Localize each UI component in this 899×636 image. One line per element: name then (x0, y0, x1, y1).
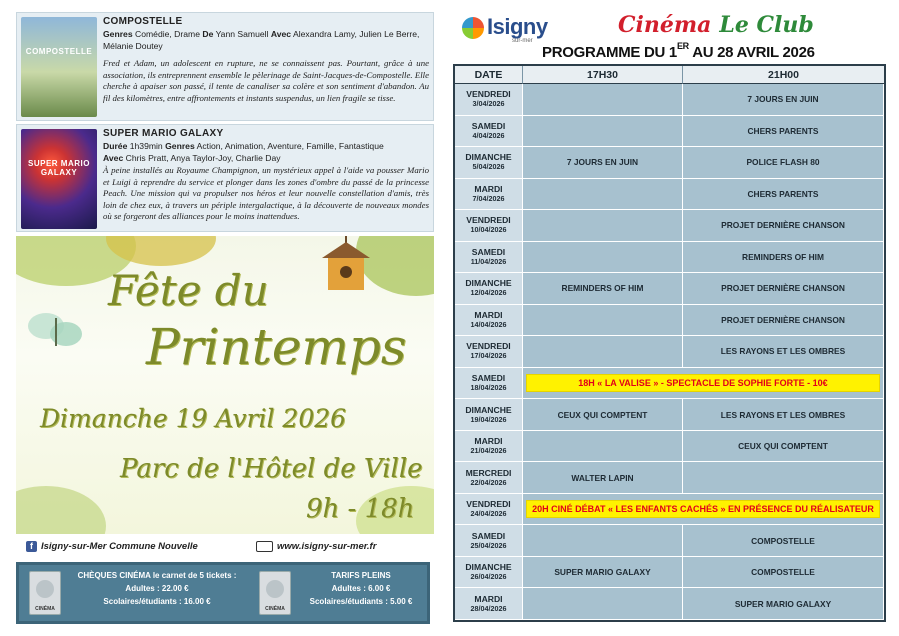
day-date: 4/04/2026 (472, 130, 505, 140)
logo-subtitle: sur-mer (512, 38, 533, 44)
credit-value: Yann Samuell (215, 29, 269, 39)
full-adults: Adultes : 6.00 € (331, 584, 391, 593)
showing-1730: SUPER MARIO GALAXY (523, 557, 683, 589)
day-date: 25/04/2026 (470, 540, 507, 550)
showing-1730 (523, 84, 683, 116)
website-link[interactable] (256, 541, 376, 552)
film-poster-super-mario (21, 129, 97, 229)
day-date: 14/04/2026 (470, 319, 507, 329)
cinema-title (618, 12, 814, 38)
day-name: VENDREDI (466, 341, 511, 352)
day-date: 11/04/2026 (470, 256, 507, 266)
club-word: Le Club (719, 12, 814, 38)
showing-1730 (523, 431, 683, 463)
schedule-day-cell (455, 431, 523, 463)
day-name: DIMANCHE (465, 278, 512, 289)
schedule-day-cell (455, 557, 523, 589)
event-title-line1: Fête du (108, 266, 269, 315)
showing-1730: WALTER LAPIN (523, 462, 683, 494)
programme-post: AU 28 AVRIL 2026 (688, 44, 815, 61)
showing-1730 (523, 588, 683, 620)
header-2100: 21H00 (683, 66, 884, 84)
day-name: SAMEDI (471, 373, 506, 384)
credit-value: 1h39min (129, 141, 163, 151)
schedule-day-cell (455, 525, 523, 557)
showing-2100: CEUX QUI COMPTENT (683, 431, 884, 463)
film-poster-compostelle (21, 17, 97, 117)
credit-label: Avec (103, 153, 124, 163)
showing-2100: CHERS PARENTS (683, 179, 884, 211)
facebook-icon: f (26, 541, 37, 552)
ticket-icon (29, 571, 61, 615)
day-date: 19/04/2026 (470, 414, 507, 424)
ticket-label: CINÉMA (265, 606, 285, 612)
film-title: SUPER MARIO GALAXY (103, 128, 224, 139)
film-card-super-mario (16, 124, 434, 232)
showing-2100: SUPER MARIO GALAXY (683, 588, 884, 620)
day-date: 22/04/2026 (470, 477, 507, 487)
film-synopsis: À peine installés au Royaume Champignon, un mystérieux appel à l'aide va pousser Mario et Luigi à reprendre du service et plonger dans les zones d'ombre du passé de la princesse Peach. Une mission qui va propulser nos héros et leur nouvelle constellation d'amis, très loin de chez eux, à travers un périple intergalactique, à la découverte de nouveaux mondes où se forgeront des alliances pour le moins inattendues. (103, 165, 429, 221)
showing-1730 (523, 305, 683, 337)
special-event-banner: 20H CINÉ DÉBAT « LES ENFANTS CACHÉS » EN PRÉSENCE DU RÉALISATEUR (526, 500, 880, 518)
showing-2100: PROJET DERNIÈRE CHANSON (683, 305, 884, 337)
showing-1730: CEUX QUI COMPTENT (523, 399, 683, 431)
showing-2100 (683, 462, 884, 494)
credit-label: Genres (165, 141, 195, 151)
showing-1730 (523, 116, 683, 148)
credit-label: Avec (270, 29, 292, 39)
globe-icon (256, 541, 273, 552)
showing-2100: REMINDERS OF HIM (683, 242, 884, 274)
foliage-decoration (16, 486, 106, 534)
day-name: VENDREDI (466, 215, 511, 226)
day-name: SAMEDI (471, 120, 506, 131)
day-date: 18/04/2026 (470, 383, 507, 393)
showing-2100: CHERS PARENTS (683, 116, 884, 148)
day-date: 17/04/2026 (470, 351, 507, 361)
programme-sup: ER (676, 41, 689, 51)
spring-festival-poster (16, 236, 434, 534)
logo-text: Isigny (487, 14, 548, 39)
event-title-line2: Printemps (146, 318, 407, 376)
day-name: MARDI (474, 593, 503, 604)
credit-label: Genres (103, 29, 133, 39)
film-details (103, 128, 429, 223)
showing-2100: POLICE FLASH 80 (683, 147, 884, 179)
credit-label: De (202, 29, 214, 39)
event-hours: 9h - 18h (306, 494, 415, 524)
butterfly-icon (26, 306, 86, 356)
cheques-adults: Adultes : 22.00 € (125, 584, 189, 593)
header-1730: 17H30 (523, 66, 683, 84)
day-name: MARDI (474, 183, 503, 194)
schedule-day-cell (455, 84, 523, 116)
day-name: MARDI (474, 309, 503, 320)
schedule-day-cell (455, 116, 523, 148)
day-date: 12/04/2026 (470, 288, 507, 298)
showing-2100: LES RAYONS ET LES OMBRES (683, 399, 884, 431)
schedule-day-cell (455, 588, 523, 620)
header-date: DATE (455, 66, 523, 84)
full-prices (301, 569, 421, 608)
ticket-icon (259, 571, 291, 615)
day-date: 28/04/2026 (470, 603, 507, 613)
credit-value: Chris Pratt, Anya Taylor-Joy, Charlie Day (125, 153, 281, 163)
cheques-prices (67, 569, 247, 608)
schedule-day-cell (455, 494, 523, 526)
showing-2100: COMPOSTELLE (683, 525, 884, 557)
poster-title: SUPER MARIO GALAXY (28, 159, 90, 177)
film-credits (103, 28, 429, 52)
day-date: 21/04/2026 (470, 446, 507, 456)
film-details (103, 16, 429, 104)
showing-1730 (523, 210, 683, 242)
showing-2100: PROJET DERNIÈRE CHANSON (683, 210, 884, 242)
website-label: www.isigny-sur-mer.fr (277, 541, 377, 553)
film-card-compostelle (16, 12, 434, 121)
showing-1730: REMINDERS OF HIM (523, 273, 683, 305)
full-title: TARIFS PLEINS (331, 571, 391, 580)
event-date: Dimanche 19 Avril 2026 (40, 404, 347, 433)
schedule-day-cell (455, 336, 523, 368)
isigny-logo (462, 14, 548, 40)
showing-1730 (523, 336, 683, 368)
cheques-students: Scolaires/étudiants : 16.00 € (103, 597, 211, 606)
day-name: DIMANCHE (465, 404, 512, 415)
schedule-day-cell (455, 179, 523, 211)
showing-2100: LES RAYONS ET LES OMBRES (683, 336, 884, 368)
day-date: 7/04/2026 (472, 193, 505, 203)
film-synopsis: Fred et Adam, un adolescent en rupture, ne se connaissent pas. Pourtant, grâce à une association, ils entreprennent ensemble le pèlerinage de Saint-Jacques-de-Compostelle. Elle cherche à apaiser son passé, il tente de canaliser sa colère et son sentiment d'abandon. Au fil des kilomètres, entre affrontements et instants suspendus, un lien fragile se tisse. (103, 58, 429, 103)
ticket-label: CINÉMA (35, 606, 55, 612)
price-panel (16, 562, 430, 624)
showing-1730: 7 JOURS EN JUIN (523, 147, 683, 179)
showing-1730 (523, 525, 683, 557)
day-name: SAMEDI (471, 530, 506, 541)
day-name: DIMANCHE (465, 562, 512, 573)
day-name: DIMANCHE (465, 152, 512, 163)
day-date: 26/04/2026 (470, 572, 507, 582)
schedule-day-cell (455, 399, 523, 431)
showing-2100: PROJET DERNIÈRE CHANSON (683, 273, 884, 305)
logo-mark-icon (462, 17, 484, 39)
special-event-cell (523, 494, 884, 526)
schedule-day-cell (455, 147, 523, 179)
film-credits (103, 140, 429, 164)
day-name: SAMEDI (471, 246, 506, 257)
credit-value: Comédie, Drame (135, 29, 200, 39)
day-date: 3/04/2026 (472, 99, 505, 109)
showing-2100: 7 JOURS EN JUIN (683, 84, 884, 116)
showing-1730 (523, 179, 683, 211)
special-event-cell (523, 368, 884, 400)
programme-pre: PROGRAMME DU 1 (542, 44, 677, 61)
day-date: 10/04/2026 (470, 225, 507, 235)
schedule-day-cell (455, 242, 523, 274)
day-name: MARDI (474, 436, 503, 447)
showing-2100: COMPOSTELLE (683, 557, 884, 589)
day-name: VENDREDI (466, 499, 511, 510)
cinema-word: Cinéma (618, 12, 712, 38)
credit-label: Durée (103, 141, 128, 151)
facebook-label: Isigny-sur-Mer Commune Nouvelle (41, 541, 198, 552)
day-name: VENDREDI (466, 89, 511, 100)
schedule-day-cell (455, 462, 523, 494)
poster-title: COMPOSTELLE (25, 47, 93, 56)
day-date: 5/04/2026 (472, 162, 505, 172)
birdhouse-icon (316, 236, 376, 294)
schedule-day-cell (455, 273, 523, 305)
programme-title (542, 41, 815, 61)
credit-value: Action, Animation, Aventure, Famille, Fantastique (196, 141, 384, 151)
film-title: COMPOSTELLE (103, 16, 183, 27)
cheques-title: CHÈQUES CINÉMA le carnet de 5 tickets : (77, 571, 237, 580)
schedule-day-cell (455, 368, 523, 400)
event-place: Parc de l'Hôtel de Ville (120, 454, 423, 484)
schedule-day-cell (455, 305, 523, 337)
day-name: MERCREDI (465, 467, 512, 478)
day-date: 24/04/2026 (470, 509, 507, 519)
special-event-banner: 18H « LA VALISE » - SPECTACLE DE SOPHIE FORTE - 10€ (526, 374, 880, 392)
facebook-link[interactable] (26, 541, 198, 552)
schedule-table (453, 64, 886, 622)
credit-value: Alexandra Lamy, Julien Le Berre, Mélanie Doutey (103, 29, 420, 51)
showing-1730 (523, 242, 683, 274)
full-students: Scolaires/étudiants : 5.00 € (309, 597, 413, 606)
schedule-day-cell (455, 210, 523, 242)
